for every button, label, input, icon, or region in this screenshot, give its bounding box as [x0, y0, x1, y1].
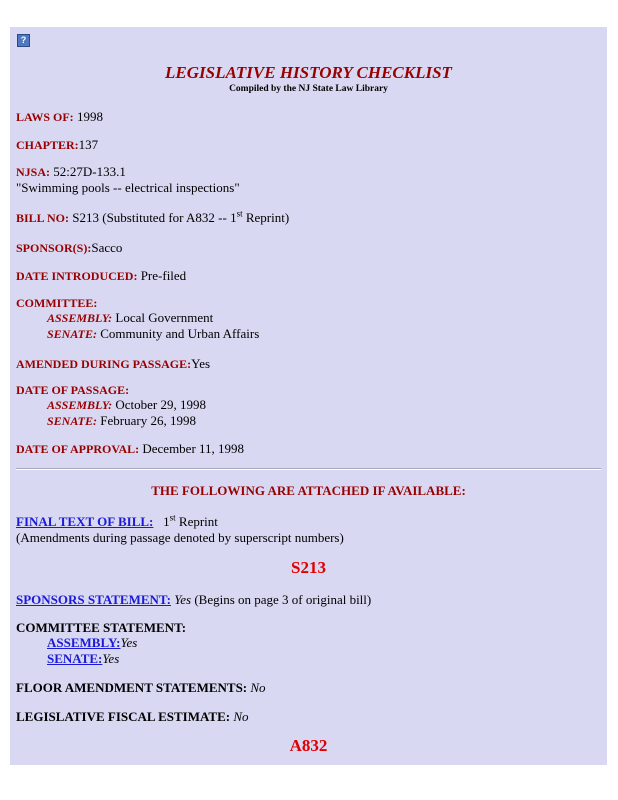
final-text-note: (Amendments during passage denoted by superscript numbers) — [16, 530, 344, 545]
amended-label: AMENDED DURING PASSAGE: — [16, 357, 192, 371]
date-introduced-value: Pre-filed — [140, 268, 187, 283]
chapter-value: 137 — [78, 137, 99, 152]
laws-of-value: 1998 — [76, 109, 103, 124]
amended-row — [16, 356, 210, 372]
njsa-value: 52:27D-133.1 — [53, 164, 126, 179]
passage-senate-row — [47, 413, 196, 429]
laws-of-label: LAWS OF: — [16, 110, 74, 124]
bill-no-row — [16, 210, 289, 226]
floor-amendment-row — [16, 680, 266, 696]
chapter-row — [16, 137, 98, 153]
committee-senate-row — [47, 326, 259, 342]
committee-assembly-value: Local Government — [115, 310, 214, 325]
chapter-label: CHAPTER: — [16, 138, 79, 152]
bill-heading-s213: S213 — [291, 558, 326, 577]
final-text-row — [16, 514, 218, 530]
laws-of-row — [16, 109, 103, 125]
page-title: LEGISLATIVE HISTORY CHECKLIST — [165, 63, 452, 82]
final-text-link[interactable]: FINAL TEXT OF BILL: — [16, 514, 154, 529]
amended-value: Yes — [191, 356, 211, 371]
passage-assembly-label: ASSEMBLY: — [47, 398, 113, 412]
help-icon[interactable]: ? — [17, 34, 30, 47]
sponsors-row — [16, 240, 122, 256]
committee-statement-senate-value: Yes — [102, 651, 120, 666]
committee-assembly-label: ASSEMBLY: — [47, 311, 113, 325]
committee-statement-label: COMMITTEE STATEMENT: — [16, 620, 187, 635]
sponsors-statement-row — [16, 592, 371, 608]
committee-statement-assembly-value: Yes — [120, 635, 138, 650]
fiscal-estimate-label: LEGISLATIVE FISCAL ESTIMATE: — [16, 709, 231, 724]
njsa-row — [16, 164, 126, 180]
committee-statement-senate-link[interactable]: SENATE: — [47, 651, 103, 666]
page-subtitle: Compiled by the NJ State Law Library — [229, 84, 388, 94]
bill-no-label: BILL NO: — [16, 211, 70, 225]
bill-heading-a832: A832 — [289, 736, 328, 755]
fiscal-estimate-value: No — [230, 709, 249, 724]
committee-statement-assembly-link[interactable]: ASSEMBLY: — [47, 635, 121, 650]
sponsors-statement-link[interactable]: SPONSORS STATEMENT: — [16, 592, 171, 607]
committee-senate-value: Community and Urban Affairs — [100, 326, 260, 341]
checklist-page — [10, 27, 607, 765]
committee-assembly-row — [47, 310, 213, 326]
date-of-approval-label: DATE OF APPROVAL: — [16, 442, 140, 456]
passage-senate-value: February 26, 1998 — [100, 413, 196, 428]
section-divider — [16, 468, 601, 470]
date-introduced-row — [16, 268, 186, 284]
date-of-approval-value: December 11, 1998 — [142, 441, 245, 456]
final-text-value: 1st Reprint — [163, 512, 218, 529]
committee-statement-senate-row — [47, 651, 119, 667]
floor-amendment-label: FLOOR AMENDMENT STATEMENTS: — [16, 680, 248, 695]
committee-senate-label: SENATE: — [47, 327, 98, 341]
njsa-label: NJSA: — [16, 165, 51, 179]
bill-no-value: S213 (Substituted for A832 -- 1st Reprint) — [72, 208, 290, 225]
date-of-passage-label: DATE OF PASSAGE: — [16, 383, 130, 397]
attached-heading: THE FOLLOWING ARE ATTACHED IF AVAILABLE: — [151, 483, 466, 498]
sponsors-statement-value: Yes — [174, 592, 192, 607]
sponsors-label: SPONSOR(S): — [16, 241, 92, 255]
njsa-description: "Swimming pools -- electrical inspections" — [16, 180, 240, 195]
date-introduced-label: DATE INTRODUCED: — [16, 269, 138, 283]
passage-senate-label: SENATE: — [47, 414, 98, 428]
fiscal-estimate-row — [16, 709, 249, 725]
date-of-approval-row — [16, 441, 244, 457]
sponsors-value: Sacco — [91, 240, 123, 255]
sponsors-statement-note: (Begins on page 3 of original bill) — [191, 592, 372, 607]
committee-statement-assembly-row — [47, 635, 137, 651]
passage-assembly-value: October 29, 1998 — [115, 397, 207, 412]
committee-label: COMMITTEE: — [16, 296, 98, 310]
passage-assembly-row — [47, 397, 206, 413]
floor-amendment-value: No — [247, 680, 266, 695]
